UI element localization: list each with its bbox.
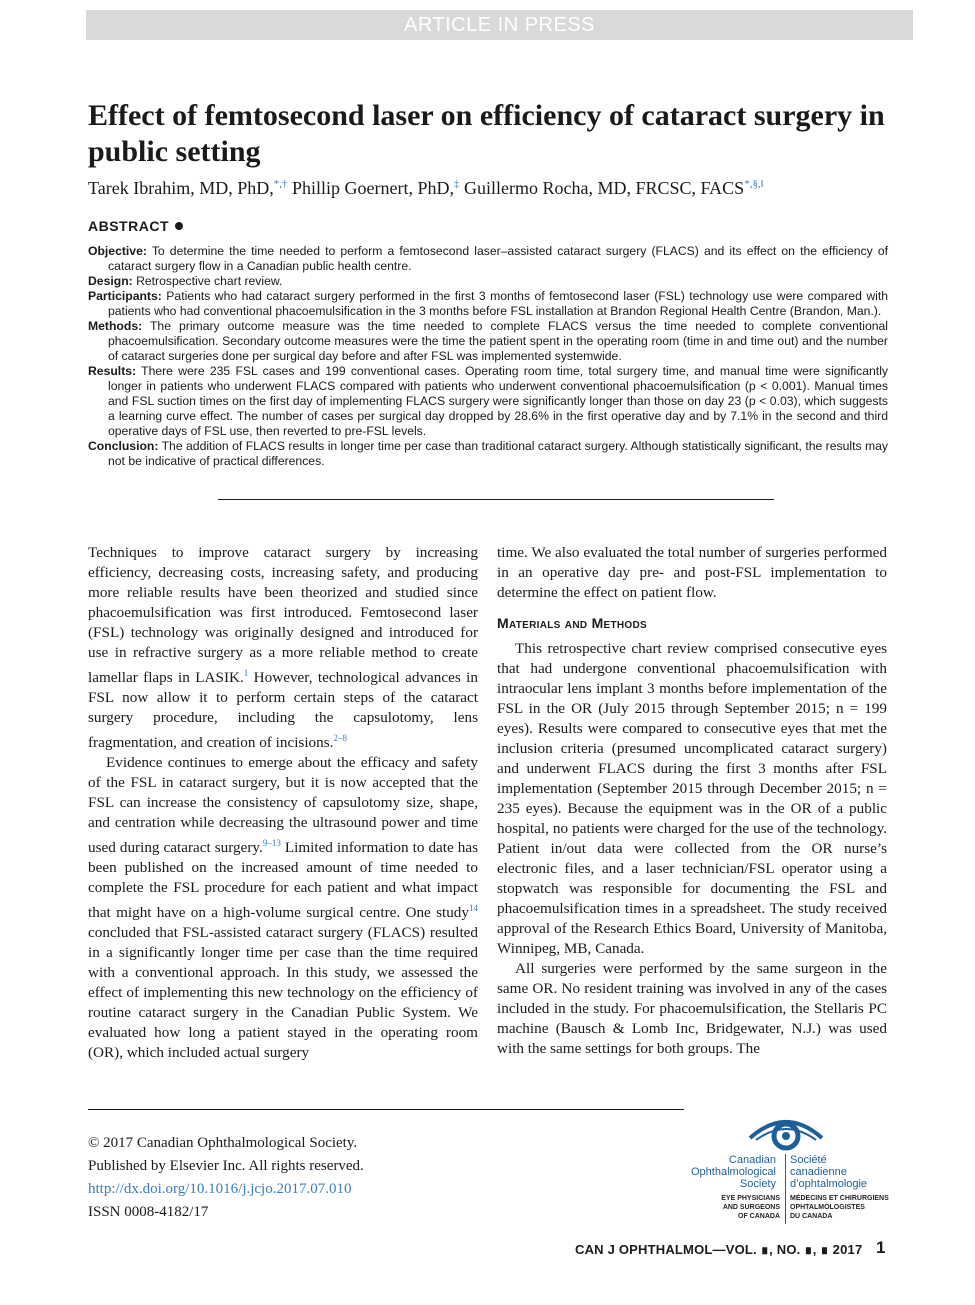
logo-text: DU CANADA — [790, 1213, 833, 1220]
copyright-line: © 2017 Canadian Ophthalmological Society. — [88, 1135, 358, 1151]
logo-text: canadienne — [790, 1166, 847, 1178]
abstract-body — [88, 244, 888, 469]
author-3-affiliation-link[interactable]: *,§,‖ — [744, 178, 764, 190]
bullet-icon — [175, 222, 183, 230]
author-1: Tarek Ibrahim, MD, PhD, — [88, 178, 274, 198]
issn-line: ISSN 0008-4182/17 — [88, 1204, 209, 1220]
author-list — [88, 178, 908, 199]
logo-text: Société — [790, 1154, 827, 1166]
abstract-heading-text: ABSTRACT — [88, 218, 169, 234]
abstract-label: Conclusion: — [88, 439, 159, 453]
eye-logo-icon — [746, 1112, 826, 1156]
citation-link[interactable]: 1 — [243, 668, 249, 678]
abstract-objective — [88, 244, 888, 274]
doi-link[interactable]: http://dx.doi.org/10.1016/j.jcjo.2017.07.010 — [88, 1181, 352, 1197]
logo-english-name — [666, 1154, 776, 1190]
logo-text: Canadian — [728, 1154, 776, 1166]
abstract-design — [88, 274, 888, 289]
publisher-line: Published by Elsevier Inc. All rights reserved. — [88, 1158, 364, 1174]
author-2: Phillip Goernert, PhD, — [287, 178, 454, 198]
abstract-text: The primary outcome measure was the time needed to complete FLACS versus the time needed to complete conventional phacoemulsification. Secondary outcome measures were the time the patient spent in the operating room (time in and time out) and the number of cataract surgeries done per surgical day before and after FSL was implemented systemwide. — [108, 319, 888, 363]
section-heading-methods: Materials and Methods — [497, 615, 647, 631]
intro-paragraph-1 — [88, 543, 478, 753]
abstract-text: Retrospective chart review. — [132, 274, 283, 288]
right-column — [497, 543, 887, 1059]
author-2-affiliation-link[interactable]: ‡ — [453, 178, 460, 190]
abstract-text: There were 235 FSL cases and 199 conventional cases. Operating room time, total surgery time, and manual time were significantly longer in patients who underwent FLACS compared with patients who underwent conventional phacoemulsification (p < 0.001). Manual times and FSL suction times on the first day of implementing FLACS surgery were significantly longer than those on day 23 (p < 0.03), which suggests a learning curve effect. The number of cases per surgical day dropped by 28.6% in the first operative day and by 7.1% in the second and third operative days of FSL use, then reverted to pre-FSL levels. — [108, 364, 888, 438]
logo-text: d’ophtalmologie — [790, 1178, 868, 1190]
author-3: Guillermo Rocha, MD, FRCSC, FACS — [459, 178, 745, 198]
abstract-text: To determine the time needed to perform a femtosecond laser–assisted cataract surgery (FLACS) and its effect on the efficiency of cataract surgery flow in a Canadian public health centre. — [108, 244, 888, 273]
abstract-methods — [88, 319, 888, 364]
abstract-label: Methods: — [88, 319, 143, 333]
logo-text: OF CANADA — [738, 1213, 780, 1220]
intro-paragraph-2 — [88, 753, 478, 1063]
abstract-label: Participants: — [88, 289, 162, 303]
copyright-block — [88, 1132, 364, 1224]
citation-link[interactable]: 9–13 — [262, 838, 281, 849]
abstract-conclusion — [88, 439, 888, 469]
abstract-heading — [88, 218, 183, 234]
citation-link[interactable]: 14 — [469, 903, 478, 914]
page-number: 1 — [876, 1238, 886, 1257]
text-run: Limited information to date has been published on the increased amount of time needed to complete the FSL procedure for each patient and what impact that might have on a high-volume surgical centre. One study — [88, 839, 479, 922]
abstract-results — [88, 364, 888, 439]
methods-paragraph-1: This retrospective chart review comprised consecutive eyes that had undergone conventional phacoemulsification with intraocular lens implant 3 months before implementation of the FSL in the OR (July 2015 through September 2015; n = 199 eyes). Results were compared to consecutive eyes that met the inclusion criteria (presumed uncomplicated cataract surgery) and underwent FLACS during the first 3 months after FSL implementation (September 2015 through December 2015; n = 235 eyes). Because the equipment was in the OR of a public hospital, no patients were charged for the use of the technology. Patient in/out data were collected from the OR nurse’s electronic files, and a laser technician/FSL operator using a stopwatch was responsible for documenting the FSL and phacoemulsification times in a spreadsheet. The study received approval of the Research Ethics Board, University of Manitoba, Winnipeg, MB, Canada. — [497, 640, 887, 957]
logo-french-subtitle — [790, 1194, 910, 1221]
abstract-divider — [218, 499, 774, 500]
article-title: Effect of femtosecond laser on efficiency of cataract surgery in public setting — [88, 99, 885, 168]
text-run: Evidence continues to emerge about the efficacy and safety of the FSL in cataract surgery, but it is now accepted that the FSL can increase the consistency of capsulotomy size, shape, and centration while decreasing the ultrasound power and time used during cataract surgery. — [88, 754, 478, 857]
logo-separator — [785, 1154, 786, 1224]
author-1-affiliation-link[interactable]: *,† — [273, 178, 288, 190]
logo-french-name — [790, 1154, 900, 1190]
citation-link[interactable]: 2–8 — [333, 733, 347, 744]
logo-text: Ophthalmological — [691, 1166, 776, 1178]
logo-text: Society — [739, 1178, 776, 1190]
abstract-participants — [88, 289, 888, 319]
footnote-divider — [88, 1109, 684, 1110]
logo-text: AND SURGEONS — [722, 1204, 780, 1211]
intro-paragraph-continued: time. We also evaluated the total number of surgeries performed in an operative day pre- and post-FSL implementation to determine the effect on patient flow. — [497, 544, 887, 601]
logo-text: MÉDECINS ET CHIRURGIENS — [790, 1195, 889, 1202]
abstract-label: Results: — [88, 364, 137, 378]
journal-footer: CAN J OPHTHALMOL—VOL. ∎, NO. ∎, ∎ 2017 — [575, 1242, 863, 1257]
text-run: Techniques to improve cataract surgery by increasing efficiency, decreasing costs, increasing safety, and producing more reliable results have been theorized and studied since phacoemulsification was first introduced. Femtosecond laser (FSL) technology was originally designed and introduced for use in refractive surgery as a more reliable method to create lamellar flaps in LASIK. — [88, 544, 478, 687]
abstract-label: Design: — [88, 274, 133, 288]
logo-text: OPHTALMOLOGISTES — [790, 1204, 865, 1211]
methods-paragraph-2: All surgeries were performed by the same surgeon in the same OR. No resident training was involved in any of the cases included in the study. For phacoemulsification, the Stellaris PC machine (Bausch & Lomb Inc, Bridgewater, N.J.) was used with the same settings for both groups. The — [497, 960, 887, 1057]
abstract-text: Patients who had cataract surgery performed in the first 3 months of femtosecond laser (FSL) technology use were compared with patients who had conventional phacoemulsification in the 3 months before FSL installation at Brandon Regional Health Centre (Brandon, Man.). — [108, 289, 888, 318]
logo-english-subtitle — [660, 1194, 780, 1221]
left-column — [88, 543, 478, 1063]
abstract-label: Objective: — [88, 244, 147, 258]
text-run: concluded that FSL-assisted cataract surgery (FLACS) resulted in a significantly longer time per case than the time required with a conventional approach. In this study, we assessed the effect of implementing this new technology on the efficiency of routine cataract surgery in the Canadian Public System. We evaluated how long a patient stayed in the operating room (OR), which included actual surgery — [88, 924, 478, 1062]
cos-logo — [690, 1112, 900, 1224]
article-in-press-banner: ARTICLE IN PRESS — [86, 10, 913, 40]
text-run: However, technological advances in FSL now allow it to perform certain steps of the cataract surgery procedure, including the capsulotomy, lens fragmentation, and creation of incisions. — [88, 669, 478, 752]
abstract-text: The addition of FLACS results in longer time per case than traditional cataract surgery. Although statistically significant, the results may not be indicative of practical differences. — [108, 439, 888, 468]
logo-text: EYE PHYSICIANS — [721, 1195, 780, 1202]
